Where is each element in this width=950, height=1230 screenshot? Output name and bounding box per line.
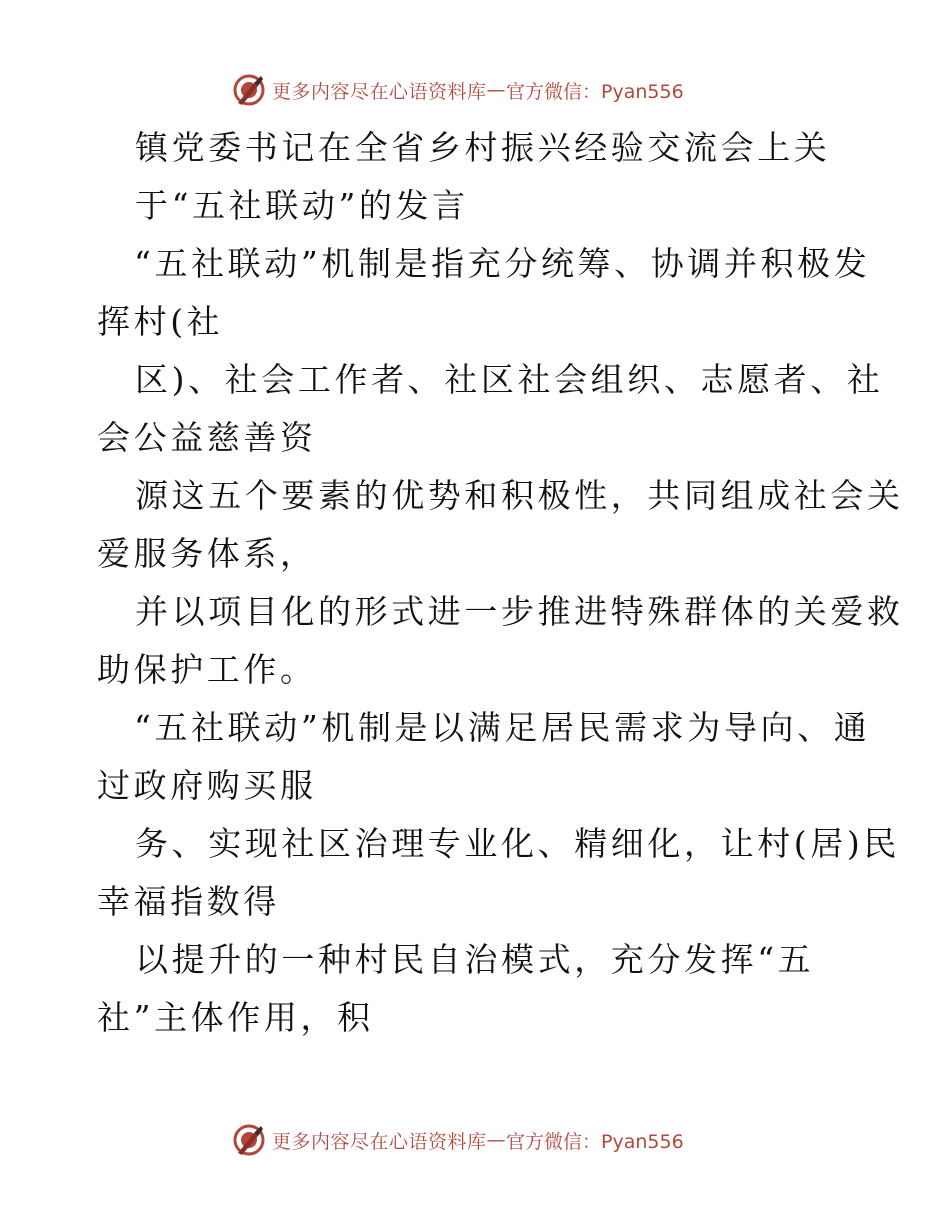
body-line: 幸福指数得 <box>97 882 280 921</box>
body-line: 区)、社会工作者、社区社会组织、志愿者、社 <box>135 360 884 399</box>
header-watermark <box>232 72 732 108</box>
title-line-1: 镇党委书记在全省乡村振兴经验交流会上关 <box>135 128 831 167</box>
body-line: 助保护工作。 <box>97 650 317 689</box>
watermark-contact: 官方微信：Pyan556 <box>506 1130 684 1153</box>
footer-watermark <box>232 1122 732 1158</box>
body-line: “五社联动”机制是指充分统筹、协调并积极发 <box>134 244 871 283</box>
watermark-text: 更多内容尽在心语资料库 <box>272 80 487 103</box>
watermark-dash: — <box>486 79 507 101</box>
body-line: 过政府购买服 <box>97 766 317 805</box>
body-line: 社”主体作用，积 <box>97 998 374 1037</box>
body-line: 会公益慈善资 <box>97 418 317 457</box>
body-line: 挥村(社 <box>97 302 224 341</box>
body-line: 源这五个要素的优势和积极性，共同组成社会关 <box>135 476 904 515</box>
pen-logo-icon <box>232 73 266 107</box>
watermark-text: 更多内容尽在心语资料库 <box>272 1130 487 1153</box>
body-line: 以提升的一种村民自治模式，充分发挥“五 <box>135 940 815 979</box>
body-line: 爱服务体系， <box>97 534 317 573</box>
pen-logo-icon <box>232 1123 266 1157</box>
body-line: “五社联动”机制是以满足居民需求为导向、通 <box>134 708 871 747</box>
watermark-dash: — <box>486 1129 507 1151</box>
watermark-contact: 官方微信：Pyan556 <box>506 80 684 103</box>
body-line: 务、实现社区治理专业化、精细化，让村(居)民 <box>135 824 900 863</box>
body-line: 并以项目化的形式进一步推进特殊群体的关爱救 <box>135 592 904 631</box>
title-line-2: 于“五社联动”的发言 <box>135 186 469 225</box>
